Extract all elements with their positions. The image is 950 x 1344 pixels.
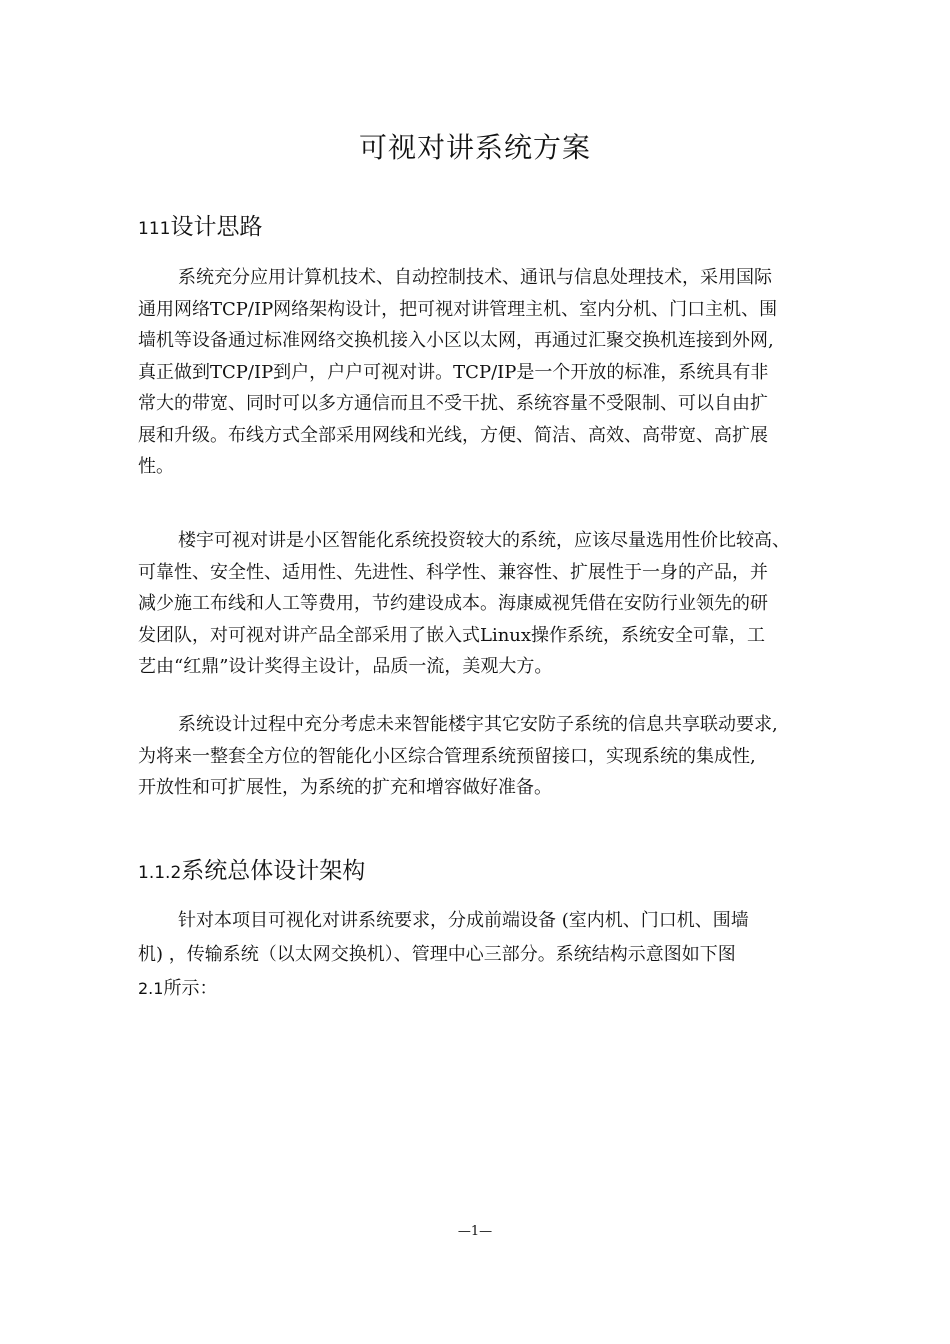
paragraph-line: 开放性和可扩展性，为系统的扩充和增容做好准备。	[138, 777, 552, 798]
section-heading-overall-architecture	[138, 852, 365, 885]
paragraph	[138, 904, 828, 1006]
paragraph-line: 展和升级。布线方式全部采用网线和光线，方便、简洁、高效、高带宽、高扩展	[138, 424, 768, 446]
paragraph	[138, 709, 828, 804]
paragraph-line: 艺由“红鼎”设计奖得主设计，品质一流，美观大方。	[138, 656, 553, 677]
paragraph-line: 通用网络TCP/IP网络架构设计，把可视对讲管理主机、室内分机、门口主机、围	[138, 298, 778, 320]
paragraph-line: 机) ，传输系统（以太网交换机）、管理中心三部分。系统结构示意图如下图	[138, 944, 736, 965]
paragraph	[138, 262, 828, 483]
paragraph-line: 真正做到TCP/IP到户，户户可视对讲。TCP/IP是一个开放的标准，系统具有非	[138, 361, 769, 383]
section-title: 设计思路	[170, 214, 263, 240]
page-number: —1—	[457, 1224, 493, 1239]
paragraph-line: 针对本项目可视化对讲系统要求，分成前端设备 (室内机、门口机、围墙	[178, 910, 749, 931]
paragraph-line: 可靠性、安全性、适用性、先进性、科学性、兼容性、扩展性于一身的产品，并	[138, 561, 768, 583]
paragraph-line: 系统充分应用计算机技术、自动控制技术、通讯与信息处理技术，采用国际	[178, 267, 772, 288]
figure-reference-number: 2.1	[138, 979, 164, 998]
section-number: 1.1.2	[138, 863, 182, 883]
section-number: 111	[138, 219, 171, 239]
paragraph-line: 楼宇可视对讲是小区智能化系统投资较大的系统，应该尽量选用性价比较高、	[178, 530, 790, 551]
paragraph-line: 为将来一整套全方位的智能化小区综合管理系统预留接口，实现系统的集成性,	[138, 745, 756, 767]
paragraph-line: 墙机等设备通过标准网络交换机接入小区以太网，再通过汇聚交换机连接到外网,	[138, 330, 774, 351]
paragraph	[138, 525, 828, 683]
document-title: 可视对讲系统方案	[358, 131, 591, 164]
paragraph-line: 性。	[138, 456, 174, 477]
paragraph-line: 系统设计过程中充分考虑未来智能楼宇其它安防子系统的信息共享联动要求,	[178, 714, 778, 735]
paragraph-line-tail	[138, 972, 828, 1006]
section-title: 系统总体设计架构	[181, 858, 366, 884]
paragraph-line: 发团队，对可视对讲产品全部采用了嵌入式Linux操作系统，系统安全可靠，工	[138, 624, 766, 646]
paragraph-line: 常大的带宽、同时可以多方通信而且不受干扰、系统容量不受限制、可以自由扩	[138, 393, 768, 414]
paragraph-line: 减少施工布线和人工等费用，节约建设成本。海康威视凭借在安防行业领先的研	[138, 593, 768, 614]
figure-reference-text: 所示：	[163, 978, 218, 999]
section-heading-design-approach	[138, 208, 262, 241]
